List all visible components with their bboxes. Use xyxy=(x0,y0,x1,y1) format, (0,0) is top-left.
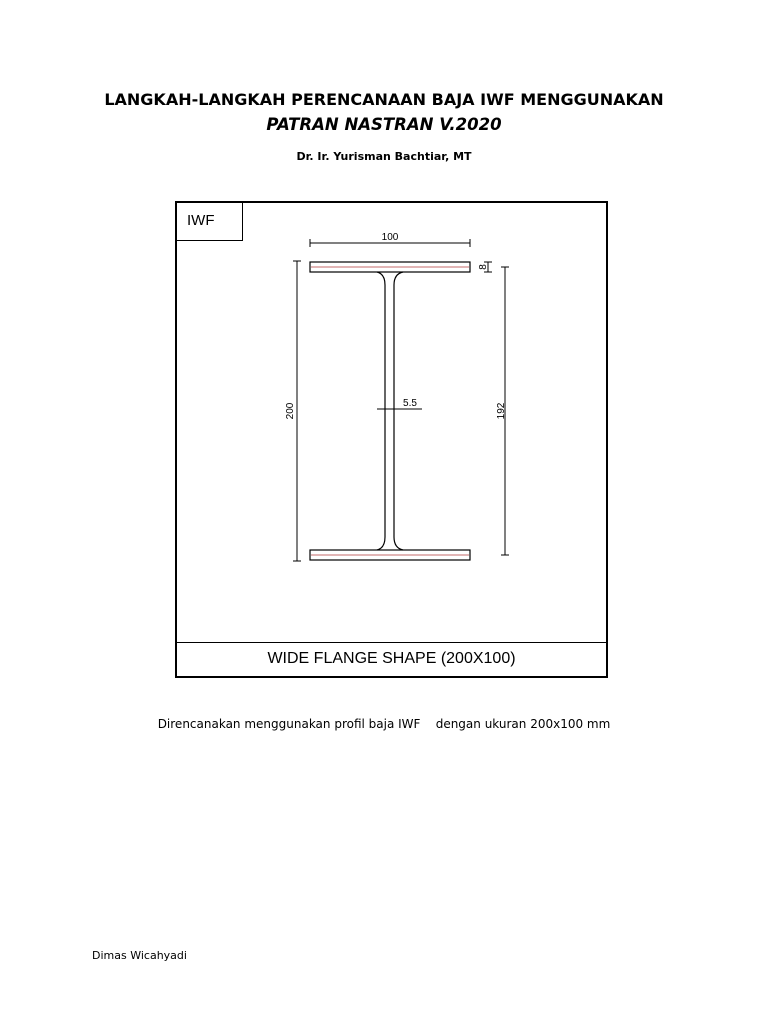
document-subtitle: PATRAN NASTRAN V.2020 xyxy=(266,115,502,134)
author-name: Dr. Ir. Yurisman Bachtiar, MT xyxy=(296,150,472,163)
web-right xyxy=(394,272,403,550)
profile-tag: IWF xyxy=(177,203,243,241)
drawing-caption: WIDE FLANGE SHAPE (200X100) xyxy=(177,642,606,676)
dim-web-thickness: 5.5 xyxy=(403,398,417,409)
drawing-frame xyxy=(175,201,608,678)
dim-web-height: 192 xyxy=(496,402,507,420)
description-text: Direncanakan menggunakan profil baja IWF dengan ukuran 200x100 mm xyxy=(157,717,611,731)
document-title: LANGKAH-LANGKAH PERENCANAAN BAJA IWF MENGGUNAKAN xyxy=(104,90,664,109)
web-left xyxy=(377,272,385,550)
footer-name: Dimas Wicahyadi xyxy=(92,949,187,962)
dim-total-height: 200 xyxy=(285,402,296,420)
iwf-section-drawing xyxy=(177,203,606,642)
dim-flange-thickness: 8 xyxy=(478,264,489,270)
dim-flange-width: 100 xyxy=(381,232,399,243)
